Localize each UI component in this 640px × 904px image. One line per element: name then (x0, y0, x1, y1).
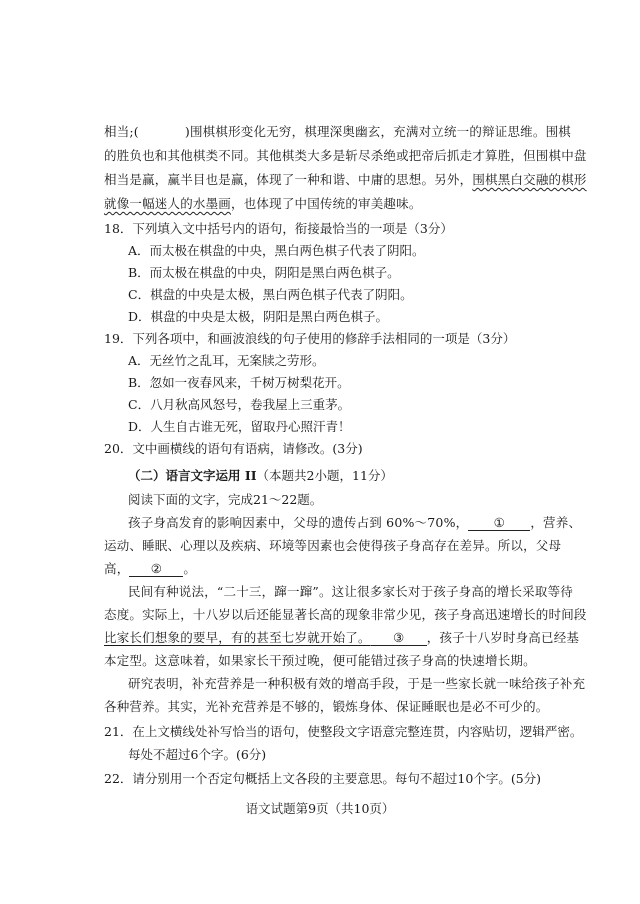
passage1-line4-post: ，也体现了中国传统的审美趣味。 (231, 196, 422, 211)
blank-2[interactable]: ② (129, 562, 183, 577)
passage2-p2-line4: 本定型。这意味着，如果家长干预过晚，便可能错过孩子身高的快速增长期。 (104, 653, 536, 668)
passage2-p2-line2: 态度。实际上，十八岁以后还能显著长高的现象非常少见，孩子身高迅速增长的时间段 (104, 607, 587, 622)
question-21-stem: 21．在上文横线处补写恰当的语句，使整段文字语意完整连贯，内容贴切，逻辑严密。 (104, 724, 583, 739)
section-2-heading (128, 468, 393, 484)
passage2-p1-line3-post: 。 (183, 561, 197, 576)
passage1-line3-pre: 相当是赢，赢半目也是赢，体现了一种和谐、中庸的思想。另外， (104, 172, 473, 187)
passage2-p1-line3 (104, 561, 196, 577)
underlined-sentence: 比家长们想象的要早，有的甚至七岁就开始了。 (104, 630, 371, 645)
blank-1[interactable]: ① (468, 516, 530, 531)
question-19-option-b: B．忽如一夜春风来，千树万树梨花开。 (128, 375, 350, 390)
passage2-p2-line3-post: ，孩子十八岁时身高已经基 (426, 630, 580, 645)
passage2-p1-line3-pre: 高， (104, 561, 130, 576)
passage2-p2-line1: 民间有种说法，“二十三，蹿一蹿”。这让很多家长对于孩子身高的增长采取等待 (128, 584, 573, 599)
question-19-option-a: A．无丝竹之乱耳，无案牍之劳形。 (128, 353, 325, 368)
passage1-line3 (104, 172, 587, 188)
question-19-option-d: D．人生自古谁无死，留取丹心照汗青！ (128, 419, 351, 434)
passage2-p1-line2: 运动、睡眠、心理以及疾病、环境等因素也会使得孩子身高存在差异。所以，父母 (104, 538, 562, 553)
question-20-stem: 20．文中画横线的语句有语病，请修改。(3分) (104, 441, 363, 456)
question-18-option-a: A．而太极在棋盘的中央，黑白两色棋子代表了阴阳。 (128, 243, 425, 258)
question-22-stem: 22．请分别用一个否定句概括上文各段的主要意思。每句不超过10个字。(5分) (104, 771, 542, 786)
section-2-instruction: 阅读下面的文字，完成21～22题。 (128, 492, 323, 507)
passage2-p2-line3 (104, 630, 579, 646)
passage2-p1-line1-pre: 孩子身高发育的影响因素中，父母的遗传占到 60%～70%， (128, 515, 469, 530)
passage2-p1-line1-post: ，营养、 (530, 515, 582, 530)
passage1-line1-post: )围棋棋形变化无穷，棋理深奥幽玄，充满对立统一的辩证思维。围棋 (184, 124, 571, 139)
passage2-p3-line1: 研究表明，补充营养是一种积极有效的增高手段，于是一些家长就一味给孩子补充 (128, 676, 586, 691)
section-2-note: （本题共2小题，11分） (256, 468, 393, 483)
question-18-option-d: D．棋盘的中央是太极，阴阳是黑白两色棋子。 (128, 309, 389, 324)
section-2-title: （二）语言文字运用 II (128, 468, 257, 483)
question-21-stem-2: 每处不超过6个字。(6分) (128, 747, 267, 762)
question-19-option-c: C．八月秋高风怒号，卷我屋上三重茅。 (128, 397, 351, 412)
blank-3[interactable]: ③ (371, 631, 427, 646)
passage1-line2: 的胜负也和其他棋类不同。其他棋类大多是斩尽杀绝或把帝后抓走才算胜，但围棋中盘 (104, 148, 587, 163)
passage1-line1-pre: 相当;( (104, 124, 139, 139)
wavy-underlined-sentence-part1: 围棋黑白交融的棋形 (472, 172, 587, 187)
wavy-underlined-sentence-part2: 就像一幅迷人的水墨画 (104, 196, 232, 211)
question-18-option-b: B．而太极在棋盘的中央，阴阳是黑白两色棋子。 (128, 265, 400, 280)
question-18-option-c: C．棋盘的中央是太极，黑白两色棋子代表了阴阳。 (128, 287, 413, 302)
passage1-line4 (104, 196, 422, 212)
passage2-p1-line1 (128, 515, 581, 531)
page-footer: 语文试题第9页（共10页） (245, 801, 395, 816)
passage2-p3-line2: 各种营养。其实，光补充营养是不够的，锻炼身体、保证睡眠也是必不可少的。 (104, 699, 549, 714)
question-19-stem: 19．下列各项中，和画波浪线的句子使用的修辞手法相同的一项是（3分） (104, 331, 516, 346)
passage1-line1 (104, 124, 571, 140)
question-18-stem: 18．下列填入文中括号内的语句，衔接最恰当的一项是（3分） (104, 221, 453, 236)
